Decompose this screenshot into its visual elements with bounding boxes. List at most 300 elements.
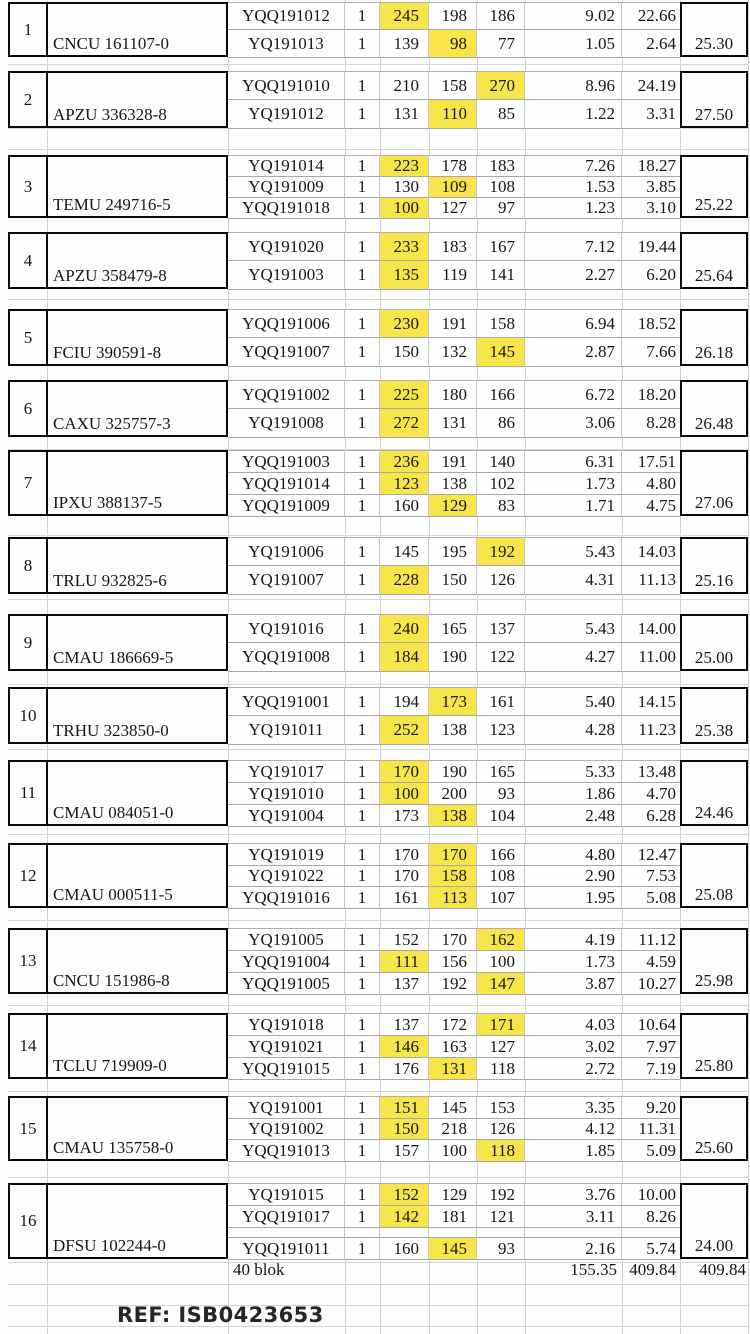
weight1-cell: 1.86 (525, 783, 622, 805)
weight1-cell: 2.48 (525, 805, 622, 827)
measure3-cell: 192 (477, 538, 525, 566)
measure2-cell: 150 (429, 566, 477, 595)
container-id: TCLU 719909-0 (53, 1056, 167, 1075)
weight1-cell: 3.76 (525, 1184, 622, 1206)
measure3-cell: 85 (477, 100, 525, 129)
qty-cell: 1 (345, 1119, 380, 1140)
measure3-cell: 102 (477, 473, 525, 495)
group-total-box (680, 928, 748, 994)
voyage-code-cell (228, 1228, 345, 1238)
qty-cell: 1 (345, 1036, 380, 1058)
row-number: 11 (8, 760, 48, 826)
voyage-code-cell: YQ191005 (228, 929, 345, 951)
detail-rows (228, 537, 680, 594)
row-number: 6 (8, 380, 48, 437)
container-id: TRLU 932825-6 (53, 571, 167, 590)
container-box (46, 450, 228, 516)
measure1-cell: 252 (380, 716, 429, 745)
weight2-cell: 14.15 (622, 688, 680, 716)
measure3-cell: 118 (477, 1140, 525, 1162)
row-number: 13 (8, 928, 48, 994)
weight2-cell: 8.26 (622, 1206, 680, 1228)
weight1-cell: 6.94 (525, 310, 622, 338)
detail-rows (228, 760, 680, 826)
weight2-cell: 3.31 (622, 100, 680, 129)
container-box (46, 1183, 228, 1259)
detail-rows (228, 843, 680, 908)
container-id: CMAU 000511-5 (53, 885, 173, 904)
measure1-cell: 160 (380, 1238, 429, 1260)
summary-blok-label: 40 blok (233, 1260, 285, 1279)
row-number: 15 (8, 1096, 48, 1161)
measure2-cell: 110 (429, 100, 477, 129)
container-id: CMAU 186669-5 (53, 648, 174, 667)
table-row (228, 1140, 680, 1162)
measure2-cell: 129 (429, 1184, 477, 1206)
measure1-cell: 100 (380, 783, 429, 805)
group-total-value: 26.48 (694, 414, 734, 433)
qty-cell: 1 (345, 156, 380, 177)
voyage-code-cell: YQQ191002 (228, 381, 345, 409)
measure1-cell: 225 (380, 381, 429, 409)
measure3-cell: 166 (477, 844, 525, 866)
table-row (228, 1228, 680, 1238)
qty-cell: 1 (345, 929, 380, 951)
container-id: CMAU 135758-0 (53, 1138, 174, 1157)
table-row (228, 100, 680, 129)
voyage-code-cell: YQ191018 (228, 1014, 345, 1036)
qty-cell: 1 (345, 1184, 380, 1206)
grid-hline (8, 299, 749, 300)
measure1-cell: 135 (380, 261, 429, 290)
weight1-cell: 7.26 (525, 156, 622, 177)
measure3-cell: 186 (477, 3, 525, 30)
row-number: 14 (8, 1013, 48, 1079)
measure2-cell: 109 (429, 177, 477, 198)
voyage-code-cell: YQQ191003 (228, 451, 345, 473)
measure3-cell: 97 (477, 198, 525, 219)
voyage-code-cell: YQ191014 (228, 156, 345, 177)
voyage-code-cell: YQ191010 (228, 783, 345, 805)
measure2-cell: 119 (429, 261, 477, 290)
table-row (228, 30, 680, 58)
measure3-cell: 108 (477, 177, 525, 198)
measure2-cell: 163 (429, 1036, 477, 1058)
measure3-cell: 77 (477, 30, 525, 58)
group-total-box (680, 687, 748, 744)
measure1-cell: 146 (380, 1036, 429, 1058)
voyage-code-cell: YQ191007 (228, 566, 345, 595)
qty-cell: 1 (345, 951, 380, 973)
measure2-cell: 145 (429, 1238, 477, 1260)
group-total-box (680, 1183, 748, 1259)
measure2-cell: 195 (429, 538, 477, 566)
container-id: CAXU 325757-3 (53, 414, 171, 433)
qty-cell: 1 (345, 198, 380, 219)
qty-cell: 1 (345, 783, 380, 805)
summary-weight2-total: 409.84 (629, 1260, 676, 1279)
group-total-value: 27.06 (694, 493, 734, 512)
voyage-code-cell: YQ191001 (228, 1097, 345, 1119)
measure2-cell (429, 1228, 477, 1238)
measure2-cell: 191 (429, 310, 477, 338)
reference-number: REF: ISB0423653 (117, 1303, 324, 1327)
container-group (0, 928, 750, 994)
table-row (228, 887, 680, 909)
container-id: TEMU 249716-5 (53, 195, 171, 214)
weight2-cell: 4.75 (622, 495, 680, 517)
voyage-code-cell: YQ191012 (228, 100, 345, 129)
voyage-code-cell: YQ191015 (228, 1184, 345, 1206)
weight2-cell: 10.00 (622, 1184, 680, 1206)
voyage-code-cell: YQQ191018 (228, 198, 345, 219)
container-box (46, 843, 228, 908)
group-total-box (680, 614, 748, 671)
qty-cell: 1 (345, 409, 380, 438)
weight2-cell: 2.64 (622, 30, 680, 58)
measure3-cell: 141 (477, 261, 525, 290)
weight2-cell: 18.20 (622, 381, 680, 409)
measure2-cell: 180 (429, 381, 477, 409)
container-box (46, 537, 228, 594)
measure2-cell: 132 (429, 338, 477, 367)
measure2-cell: 100 (429, 1140, 477, 1162)
measure1-cell: 230 (380, 310, 429, 338)
table-row (228, 451, 680, 473)
table-row (228, 177, 680, 198)
weight2-cell: 11.00 (622, 643, 680, 672)
group-total-box (680, 2, 748, 57)
container-id: CNCU 161107-0 (53, 34, 170, 53)
qty-cell: 1 (345, 310, 380, 338)
measure2-cell: 98 (429, 30, 477, 58)
measure1-cell (380, 1228, 429, 1238)
table-row (228, 3, 680, 30)
container-id: TRHU 323850-0 (53, 721, 169, 740)
container-id: APZU 358479-8 (53, 266, 167, 285)
weight2-cell: 18.27 (622, 156, 680, 177)
weight1-cell: 4.19 (525, 929, 622, 951)
weight2-cell (622, 1228, 680, 1238)
measure3-cell: 123 (477, 716, 525, 745)
measure2-cell: 170 (429, 929, 477, 951)
row-number: 5 (8, 309, 48, 366)
weight2-cell: 7.97 (622, 1036, 680, 1058)
table-row (228, 261, 680, 290)
group-total-value: 25.80 (694, 1056, 734, 1075)
weight2-cell: 11.23 (622, 716, 680, 745)
qty-cell: 1 (345, 844, 380, 866)
weight2-cell: 11.13 (622, 566, 680, 595)
weight2-cell: 14.00 (622, 615, 680, 643)
weight1-cell: 3.11 (525, 1206, 622, 1228)
measure2-cell: 138 (429, 805, 477, 827)
measure1-cell: 111 (380, 951, 429, 973)
container-group (0, 537, 750, 594)
measure3-cell: 165 (477, 761, 525, 783)
weight1-cell: 1.71 (525, 495, 622, 517)
weight1-cell: 6.72 (525, 381, 622, 409)
container-group (0, 380, 750, 437)
group-total-box (680, 232, 748, 289)
measure3-cell: 140 (477, 451, 525, 473)
measure3-cell: 104 (477, 805, 525, 827)
voyage-code-cell: YQ191021 (228, 1036, 345, 1058)
measure1-cell: 184 (380, 643, 429, 672)
weight2-cell: 4.70 (622, 783, 680, 805)
qty-cell: 1 (345, 100, 380, 129)
measure3-cell: 118 (477, 1058, 525, 1080)
measure3-cell: 167 (477, 233, 525, 261)
row-number: 9 (8, 614, 48, 671)
grid-hline (8, 920, 749, 921)
voyage-code-cell: YQQ191011 (228, 1238, 345, 1260)
container-id: CMAU 084051-0 (53, 803, 174, 822)
measure2-cell: 156 (429, 951, 477, 973)
qty-cell: 1 (345, 973, 380, 995)
voyage-code-cell: YQQ191015 (228, 1058, 345, 1080)
group-total-box (680, 843, 748, 908)
weight2-cell: 17.51 (622, 451, 680, 473)
measure1-cell: 272 (380, 409, 429, 438)
group-total-value: 25.08 (694, 885, 734, 904)
qty-cell: 1 (345, 261, 380, 290)
measure1-cell: 233 (380, 233, 429, 261)
container-box (46, 614, 228, 671)
weight2-cell: 22.66 (622, 3, 680, 30)
voyage-code-cell: YQQ191006 (228, 310, 345, 338)
weight2-cell: 7.66 (622, 338, 680, 367)
qty-cell: 1 (345, 866, 380, 887)
table-row (228, 473, 680, 495)
measure1-cell: 130 (380, 177, 429, 198)
qty-cell: 1 (345, 805, 380, 827)
weight2-cell: 18.52 (622, 310, 680, 338)
qty-cell: 1 (345, 1014, 380, 1036)
weight1-cell: 3.35 (525, 1097, 622, 1119)
weight2-cell: 10.64 (622, 1014, 680, 1036)
grid-hline (8, 1091, 749, 1092)
measure2-cell: 181 (429, 1206, 477, 1228)
weight1-cell (525, 1228, 622, 1238)
voyage-code-cell: YQQ191017 (228, 1206, 345, 1228)
row-number: 4 (8, 232, 48, 289)
container-box (46, 760, 228, 826)
grid-hline (8, 1177, 749, 1178)
weight2-cell: 3.10 (622, 198, 680, 219)
container-box (46, 309, 228, 366)
weight2-cell: 10.27 (622, 973, 680, 995)
detail-rows (228, 1183, 680, 1259)
qty-cell: 1 (345, 1097, 380, 1119)
container-box (46, 155, 228, 218)
container-group (0, 614, 750, 671)
measure3-cell: 158 (477, 310, 525, 338)
weight1-cell: 2.16 (525, 1238, 622, 1260)
row-number: 16 (8, 1183, 48, 1259)
voyage-code-cell: YQ191002 (228, 1119, 345, 1140)
table-row (228, 198, 680, 219)
weight1-cell: 1.73 (525, 473, 622, 495)
detail-rows (228, 380, 680, 437)
qty-cell: 1 (345, 643, 380, 672)
qty-cell: 1 (345, 761, 380, 783)
measure2-cell: 129 (429, 495, 477, 517)
row-number: 12 (8, 843, 48, 908)
measure2-cell: 138 (429, 716, 477, 745)
measure3-cell: 270 (477, 72, 525, 100)
qty-cell: 1 (345, 716, 380, 745)
group-total-value: 25.64 (694, 266, 734, 285)
qty-cell: 1 (345, 3, 380, 30)
measure1-cell: 228 (380, 566, 429, 595)
group-total-value: 26.18 (694, 343, 734, 362)
qty-cell: 1 (345, 1058, 380, 1080)
measure2-cell: 173 (429, 688, 477, 716)
table-row (228, 716, 680, 745)
group-total-box (680, 1096, 748, 1161)
weight1-cell: 5.33 (525, 761, 622, 783)
qty-cell: 1 (345, 688, 380, 716)
voyage-code-cell: YQ191020 (228, 233, 345, 261)
table-row (228, 156, 680, 177)
weight1-cell: 4.27 (525, 643, 622, 672)
weight1-cell: 4.12 (525, 1119, 622, 1140)
measure1-cell: 131 (380, 100, 429, 129)
measure1-cell: 145 (380, 538, 429, 566)
measure1-cell: 173 (380, 805, 429, 827)
measure1-cell: 194 (380, 688, 429, 716)
container-group (0, 2, 750, 57)
container-box (46, 1096, 228, 1161)
qty-cell: 1 (345, 566, 380, 595)
weight1-cell: 9.02 (525, 3, 622, 30)
voyage-code-cell: YQ191003 (228, 261, 345, 290)
weight1-cell: 2.72 (525, 1058, 622, 1080)
container-group (0, 155, 750, 218)
group-total-value: 25.00 (694, 648, 734, 667)
table-row (228, 973, 680, 995)
table-row (228, 538, 680, 566)
detail-rows (228, 71, 680, 128)
qty-cell: 1 (345, 495, 380, 517)
weight2-cell: 5.09 (622, 1140, 680, 1162)
row-number: 2 (8, 71, 48, 128)
weight2-cell: 5.74 (622, 1238, 680, 1260)
container-group (0, 450, 750, 516)
voyage-code-cell: YQQ191010 (228, 72, 345, 100)
table-row (228, 643, 680, 672)
measure2-cell: 131 (429, 1058, 477, 1080)
measure2-cell: 131 (429, 409, 477, 438)
container-box (46, 232, 228, 289)
detail-rows (228, 1096, 680, 1161)
table-row (228, 761, 680, 783)
container-box (46, 928, 228, 994)
weight1-cell: 3.87 (525, 973, 622, 995)
group-total-value: 25.16 (694, 571, 734, 590)
group-total-value: 25.22 (694, 195, 734, 214)
measure3-cell: 162 (477, 929, 525, 951)
grid-hline (8, 149, 749, 150)
table-row (228, 615, 680, 643)
measure2-cell: 200 (429, 783, 477, 805)
weight2-cell: 8.28 (622, 409, 680, 438)
measure3-cell: 145 (477, 338, 525, 367)
voyage-code-cell: YQQ191009 (228, 495, 345, 517)
weight1-cell: 7.12 (525, 233, 622, 261)
measure2-cell: 190 (429, 643, 477, 672)
weight1-cell: 1.85 (525, 1140, 622, 1162)
grid-hline (8, 834, 749, 835)
measure2-cell: 198 (429, 3, 477, 30)
summary-grand-total: 409.84 (699, 1260, 746, 1279)
row-number: 10 (8, 687, 48, 744)
measure2-cell: 192 (429, 973, 477, 995)
group-total-box (680, 450, 748, 516)
measure3-cell: 127 (477, 1036, 525, 1058)
measure2-cell: 158 (429, 866, 477, 887)
measure1-cell: 139 (380, 30, 429, 58)
weight2-cell: 5.08 (622, 887, 680, 909)
measure2-cell: 165 (429, 615, 477, 643)
weight1-cell: 8.96 (525, 72, 622, 100)
group-total-value: 25.98 (694, 971, 734, 990)
table-row (228, 1238, 680, 1260)
container-box (46, 71, 228, 128)
detail-rows (228, 687, 680, 744)
table-row (228, 1119, 680, 1140)
row-number: 3 (8, 155, 48, 218)
container-id: DFSU 102244-0 (53, 1236, 166, 1255)
group-total-value: 24.00 (694, 1236, 734, 1255)
measure1-cell: 245 (380, 3, 429, 30)
weight1-cell: 4.03 (525, 1014, 622, 1036)
measure2-cell: 158 (429, 72, 477, 100)
measure1-cell: 150 (380, 338, 429, 367)
qty-cell: 1 (345, 473, 380, 495)
measure3-cell: 93 (477, 783, 525, 805)
measure3-cell: 93 (477, 1238, 525, 1260)
measure3-cell: 122 (477, 643, 525, 672)
table-row (228, 409, 680, 438)
measure1-cell: 223 (380, 156, 429, 177)
measure1-cell: 137 (380, 1014, 429, 1036)
table-row (228, 310, 680, 338)
weight2-cell: 6.28 (622, 805, 680, 827)
voyage-code-cell: YQ191019 (228, 844, 345, 866)
qty-cell: 1 (345, 538, 380, 566)
table-row (228, 233, 680, 261)
grid-hline (8, 684, 749, 685)
grid-hline (8, 1284, 749, 1285)
container-group (0, 1013, 750, 1079)
measure2-cell: 127 (429, 198, 477, 219)
grid-hline (8, 599, 749, 600)
voyage-code-cell: YQQ191013 (228, 1140, 345, 1162)
measure3-cell: 100 (477, 951, 525, 973)
voyage-code-cell: YQ191009 (228, 177, 345, 198)
voyage-code-cell: YQQ191016 (228, 887, 345, 909)
detail-rows (228, 155, 680, 218)
detail-rows (228, 232, 680, 289)
table-row (228, 1097, 680, 1119)
row-number: 8 (8, 537, 48, 594)
weight1-cell: 1.73 (525, 951, 622, 973)
voyage-code-cell: YQQ191014 (228, 473, 345, 495)
measure3-cell: 171 (477, 1014, 525, 1036)
measure1-cell: 152 (380, 1184, 429, 1206)
